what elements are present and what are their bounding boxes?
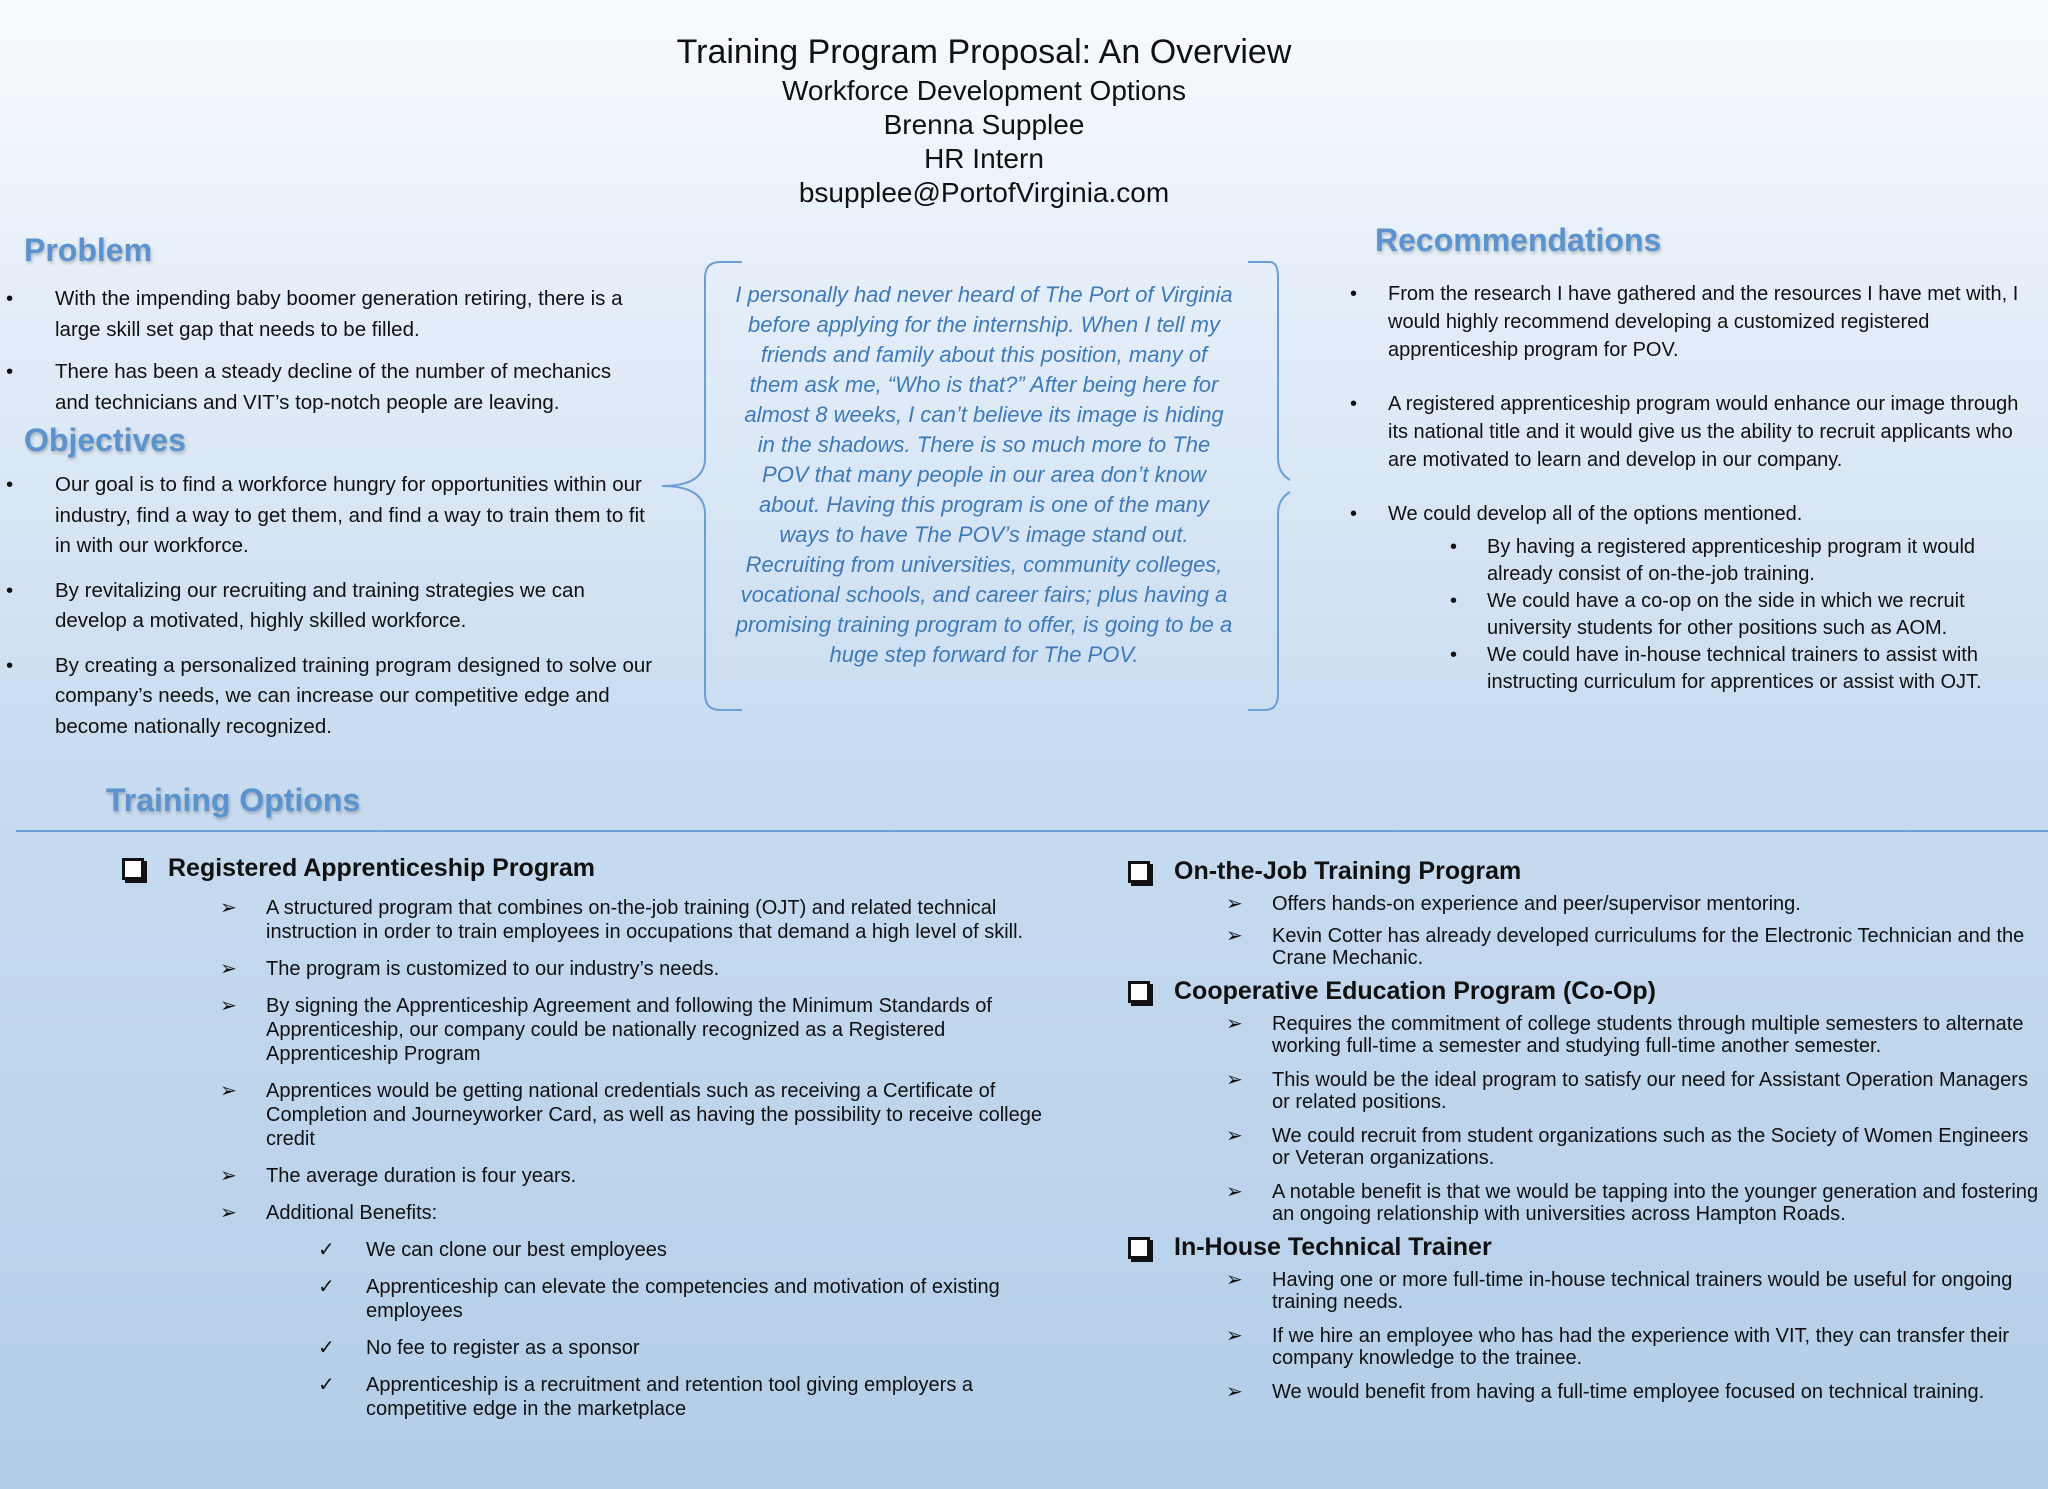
list-item: • We could have a co-op on the side in which we recruit university students for other positions such as AOM. — [1450, 590, 1965, 639]
list-item: ➢ A notable benefit is that we would be tapping into the younger generation and fostering an ongoing relationship with universities across Hampton Roads. — [1226, 1181, 2039, 1225]
author-name: Brenna Supplee — [883, 109, 1085, 140]
problem-heading: Problem — [24, 232, 153, 268]
problem-list — [6, 284, 645, 418]
list-item: ➢ Offers hands-on experience and peer/supervisor mentoring. — [1226, 893, 1801, 915]
list-item: ➢ Apprentices would be getting national credentials such as receiving a Certificate of Completion and Journeyworker Card, as well as having the possibility to receive college credit — [220, 1080, 1042, 1150]
bullet-icon: • — [6, 578, 14, 602]
list-item: ✓ No fee to register as a sponsor — [318, 1337, 640, 1359]
bullet-icon: • — [1350, 393, 1358, 415]
author-role: HR Intern — [924, 143, 1044, 174]
list-item: ✓ Apprenticeship is a recruitment and retention tool giving employers a competitive edge in the marketplace — [318, 1374, 973, 1420]
arrow-bullet-icon: ➢ — [220, 958, 237, 980]
objectives-list — [6, 470, 655, 742]
objectives-heading: Objectives — [24, 422, 186, 458]
arrow-bullet-icon: ➢ — [1226, 1269, 1243, 1291]
recommendations-heading: Recommendations — [1375, 222, 1662, 258]
list-item: ✓ We can clone our best employees — [318, 1239, 667, 1261]
list-item: ➢ Additional Benefits: — [220, 1202, 438, 1224]
bullet-icon: • — [6, 360, 14, 383]
bullet-icon: • — [1350, 283, 1358, 305]
training-options-heading: Training Options — [106, 782, 361, 818]
bullet-icon: • — [6, 473, 14, 496]
bullet-icon: • — [6, 287, 14, 310]
training-right-column — [1126, 855, 2039, 1403]
list-item: ➢ Requires the commitment of college students through multiple semesters to alternate working full-time a semester and studying full-time another semester. — [1226, 1013, 2024, 1057]
checkbox-square-icon — [1128, 861, 1150, 883]
recommendations-sublist — [1450, 534, 2033, 696]
list-item: ➢ A structured program that combines on-the-job training (OJT) and related technical instruction in order to train employees in occupations that demand a high level of skill. — [220, 897, 1024, 943]
list-item: ➢ Kevin Cotter has already developed curriculums for the Electronic Technician and the Crane Mechanic. — [1226, 925, 2025, 969]
list-item: • A registered apprenticeship program would enhance our image through its national title and it would give us the ability to recruit applicants who are motivated to learn and develop in our company. — [1388, 390, 2038, 474]
additional-benefits-list — [318, 1238, 1046, 1421]
list-item: • There has been a steady decline of the number of mechanics and technicians and VIT’s top-notch people are leaving. — [55, 357, 645, 418]
inhouse-title: In-House Technical Trainer — [1126, 1231, 2036, 1263]
checkbox-square-icon — [122, 858, 144, 880]
bullet-icon: • — [1350, 503, 1358, 525]
list-item: ✓ Apprenticeship can elevate the competencies and motivation of existing employees — [318, 1276, 1000, 1322]
checkmark-icon: ✓ — [318, 1374, 335, 1396]
ojt-list — [1226, 893, 2042, 969]
arrow-bullet-icon: ➢ — [1226, 1069, 1243, 1091]
list-item: ➢ We would benefit from having a full-time employee focused on technical training. — [1226, 1381, 1985, 1403]
coop-list — [1226, 1013, 2042, 1225]
arrow-bullet-icon: ➢ — [1226, 893, 1243, 915]
registered-apprenticeship-title: Registered Apprenticeship Program — [120, 852, 1040, 884]
checkmark-icon: ✓ — [318, 1239, 335, 1261]
list-item: • With the impending baby boomer generation retiring, there is a large skill set gap that needs to be filled. — [55, 284, 645, 345]
arrow-bullet-icon: ➢ — [220, 897, 237, 919]
ojt-title: On-the-Job Training Program — [1126, 855, 2036, 887]
arrow-bullet-icon: ➢ — [220, 1202, 237, 1224]
list-item: ➢ This would be the ideal program to satisfy our need for Assistant Operation Managers or related positions. — [1226, 1069, 2028, 1113]
arrow-bullet-icon: ➢ — [220, 1165, 237, 1187]
recommendations-list — [1350, 280, 2038, 528]
list-item: • We could develop all of the options mentioned. — [1388, 500, 2038, 528]
list-item: • We could have in-house technical trainers to assist with instructing curriculum for apprentices or assist with OJT. — [1450, 644, 1982, 693]
author-email: bsupplee@PortofVirginia.com — [798, 177, 1170, 208]
arrow-bullet-icon: ➢ — [1226, 1381, 1243, 1403]
section-divider — [16, 830, 2048, 832]
list-item: ➢ The average duration is four years. — [220, 1165, 577, 1187]
registered-apprenticeship-section — [120, 852, 1040, 1421]
list-item: ➢ The program is customized to our industry’s needs. — [220, 958, 720, 980]
arrow-bullet-icon: ➢ — [220, 995, 237, 1017]
list-item: ➢ We could recruit from student organizations such as the Society of Women Engineers or Veteran organizations. — [1226, 1125, 2029, 1169]
list-item: • By having a registered apprenticeship program it would already consist of on-the-job training. — [1450, 536, 1976, 585]
list-item: • By creating a personalized training program designed to solve our company’s needs, we can increase our competitive edge and become nationally recognized. — [55, 651, 655, 743]
bullet-icon: • — [6, 653, 14, 677]
list-item: ➢ By signing the Apprenticeship Agreement and following the Minimum Standards of Apprenticeship, our company could be nationally recognized as a Registered Apprenticeship Program — [220, 995, 992, 1065]
poster-header — [0, 30, 1968, 210]
poster-title: Training Program Proposal: An Overview — [676, 33, 1292, 71]
list-item: • Our goal is to find a workforce hungry for opportunities within our industry, find a way to get them, and find a way to train them to fit in with our workforce. — [55, 470, 655, 562]
arrow-bullet-icon: ➢ — [1226, 1181, 1243, 1203]
intern-quote: I personally had never heard of The Port of Virginia before applying for the internship. When I tell my friends and family about this position, many of them ask me, “Who is that?” After being here for almost 8 weeks, I can’t believe its image is hiding in the shadows. There is so much more to The POV that many people in our area don’t know about. Having this program is one of the many ways to have The POV’s image stand out. Recruiting from universities, community colleges, vocational schools, and career fairs; plus having a promising training program to offer, is going to be a huge step forward for The POV. — [735, 282, 1233, 667]
arrow-bullet-icon: ➢ — [1226, 925, 1243, 947]
list-item: ➢ If we hire an employee who has had the experience with VIT, they can transfer their company knowledge to the trainee. — [1226, 1325, 2010, 1369]
checkbox-square-icon — [1128, 1237, 1150, 1259]
list-item: • From the research I have gathered and the resources I have met with, I would highly recommend developing a customized registered apprenticeship program for POV. — [1388, 280, 2038, 364]
checkmark-icon: ✓ — [318, 1337, 335, 1359]
inhouse-list — [1226, 1269, 2042, 1403]
checkbox-square-icon — [1128, 981, 1150, 1003]
arrow-bullet-icon: ➢ — [1226, 1125, 1243, 1147]
arrow-bullet-icon: ➢ — [1226, 1013, 1243, 1035]
arrow-bullet-icon: ➢ — [1226, 1325, 1243, 1347]
bullet-icon: • — [1450, 590, 1458, 612]
checkmark-icon: ✓ — [318, 1276, 335, 1298]
coop-title: Cooperative Education Program (Co-Op) — [1126, 975, 2036, 1007]
registered-apprenticeship-list — [220, 896, 1046, 1225]
bullet-icon: • — [1450, 536, 1458, 558]
list-item: ➢ Having one or more full-time in-house technical trainers would be useful for ongoing training needs. — [1226, 1269, 2013, 1313]
poster-subtitle: Workforce Development Options — [781, 75, 1187, 106]
bullet-icon: • — [1450, 644, 1458, 666]
list-item: • By revitalizing our recruiting and training strategies we can develop a motivated, highly skilled workforce. — [55, 576, 655, 637]
arrow-bullet-icon: ➢ — [220, 1080, 237, 1102]
